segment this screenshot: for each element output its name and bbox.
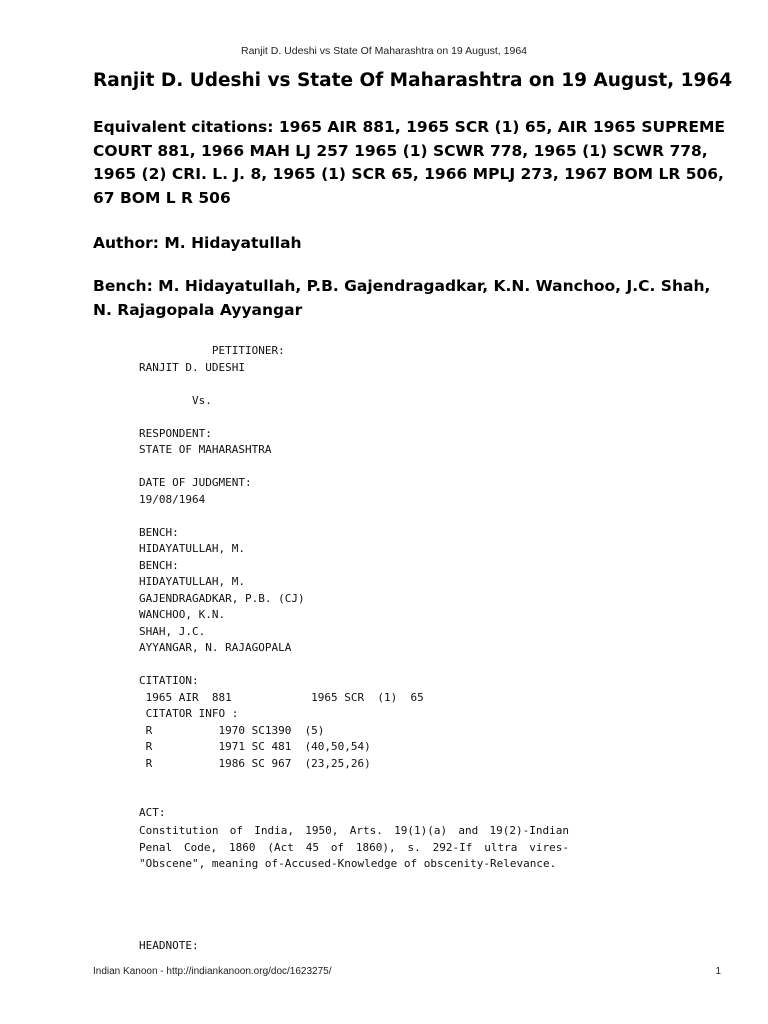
footer-source: Indian Kanoon - http://indiankanoon.org/doc/1623275/ xyxy=(93,966,332,977)
judgment-line: CITATOR INFO : xyxy=(139,707,239,720)
judgment-line: BENCH: xyxy=(139,558,179,572)
judgment-line: PETITIONER: xyxy=(139,344,285,357)
judgment-line: HIDAYATULLAH, M. xyxy=(139,542,245,555)
judgment-line: 19/08/1964 xyxy=(139,492,206,506)
bench-line: Bench: M. Hidayatullah, P.B. Gajendragadkar, K.N. Wanchoo, J.C. Shah, N. Rajagopala Ayyangar xyxy=(93,277,711,319)
judgment-line: STATE OF MAHARASHTRA xyxy=(139,443,272,456)
judgment-line xyxy=(139,508,599,525)
judgment-line xyxy=(139,772,599,789)
document-title: Ranjit D. Udeshi vs State Of Maharashtra on 19 August, 1964 xyxy=(93,70,733,91)
judgment-line: RESPONDENT: xyxy=(139,426,212,440)
judgment-line: RANJIT D. UDESHI xyxy=(139,360,245,374)
headnote-label: HEADNOTE: xyxy=(139,939,199,952)
judgment-line: CITATION: xyxy=(139,674,199,687)
judgment-line xyxy=(139,789,599,806)
judgment-line xyxy=(139,376,599,393)
judgment-line xyxy=(139,409,599,426)
judgment-line xyxy=(139,657,599,674)
judgment-line: GAJENDRAGADKAR, P.B. (CJ) xyxy=(139,591,305,605)
judgment-line: R 1986 SC 967 (23,25,26) xyxy=(139,756,371,770)
judgment-line: R 1971 SC 481 (40,50,54) xyxy=(139,740,371,753)
judgment-details xyxy=(139,343,599,822)
judgment-line: DATE OF JUDGMENT: xyxy=(139,476,252,489)
judgment-line: SHAH, J.C. xyxy=(139,624,206,638)
judgment-line: HIDAYATULLAH, M. xyxy=(139,575,245,588)
running-header: Ranjit D. Udeshi vs State Of Maharashtra on 19 August, 1964 xyxy=(241,45,527,57)
judgment-line: ACT: xyxy=(139,806,166,819)
act-text: Constitution of India, 1950, Arts. 19(1)(a) and 19(2)-Indian Penal Code, 1860 (Act 45 of 1860), s. 292-If ultra vires- "Obscene", meaning of-Accused-Knowledge of obscenity-Relevance. xyxy=(139,824,569,870)
author-line: Author: M. Hidayatullah xyxy=(93,234,302,252)
judgment-line: BENCH: xyxy=(139,525,179,539)
judgment-line: AYYANGAR, N. RAJAGOPALA xyxy=(139,641,292,654)
equivalent-citations: Equivalent citations: 1965 AIR 881, 1965 SCR (1) 65, AIR 1965 SUPREME COURT 881, 1966 MAH LJ 257 1965 (1) SCWR 778, 1965 (1) SCWR 778, 1965 (2) CRI. L. J. 8, 1965 (1) SCR 65, 1966 MPLJ 273, 1967 BOM LR 506, 67 BOM L R 506 xyxy=(93,118,726,207)
judgment-line: WANCHOO, K.N. xyxy=(139,608,226,621)
page-number: 1 xyxy=(715,966,721,977)
judgment-line: R 1970 SC1390 (5) xyxy=(139,723,325,737)
judgment-line: 1965 AIR 881 1965 SCR (1) 65 xyxy=(139,690,424,704)
judgment-line: Vs. xyxy=(139,393,212,407)
judgment-line xyxy=(139,459,599,476)
